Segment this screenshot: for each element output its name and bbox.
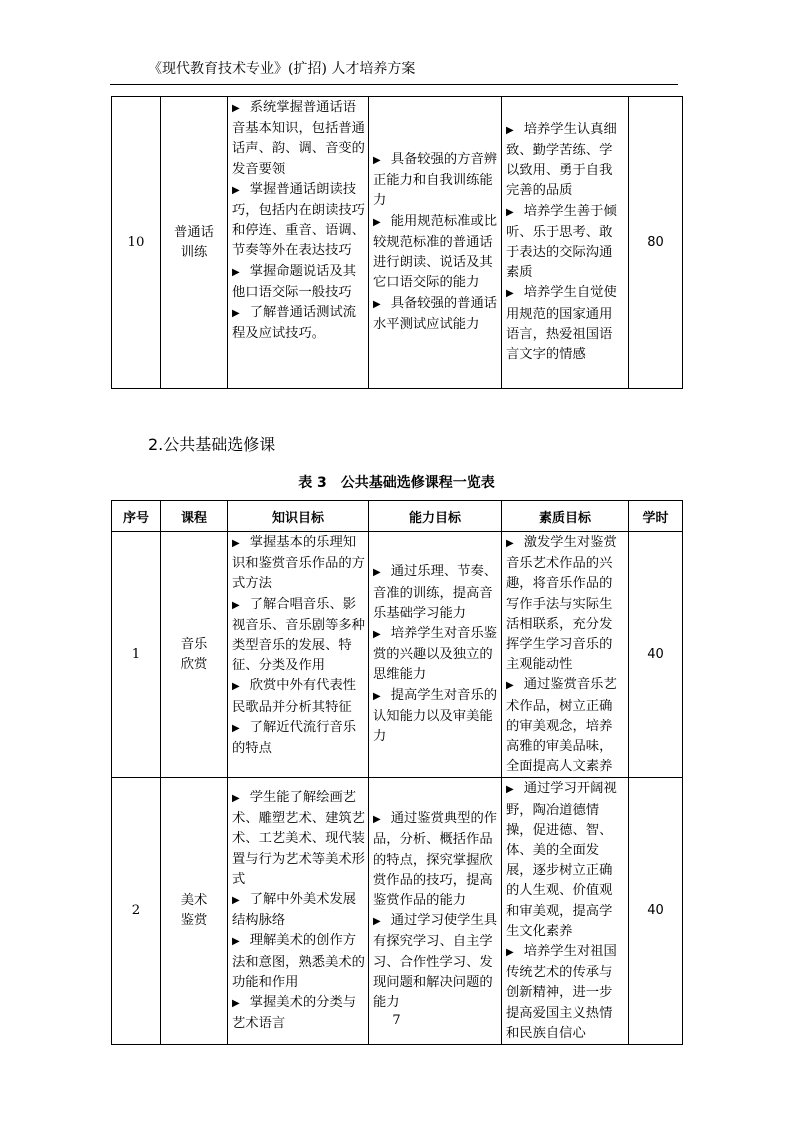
bullet-text: 掌握普通话朗读技巧，包括内在朗读技巧和停连、重音、语调、节奏等外在表达技巧 xyxy=(232,181,365,259)
course-name-line: 普通话 xyxy=(174,224,214,240)
bullet-item xyxy=(506,283,625,365)
bullet-item xyxy=(373,809,498,911)
bullet-text: 培养学生善于倾听、乐于思考、敢于表达的交际沟通素质 xyxy=(506,203,617,281)
bullet-text: 通过鉴赏音乐艺术作品，树立正确的审美观念，培养高雅的审美品味，全面提高人文素养 xyxy=(506,677,617,775)
hours: 40 xyxy=(629,778,683,1045)
header-knowledge: 知识目标 xyxy=(228,501,369,532)
bullet-item xyxy=(232,262,365,303)
header-hours: 学时 xyxy=(629,501,683,532)
bullet-arrow-icon: ▶ xyxy=(373,567,381,579)
course-name-line: 欣赏 xyxy=(180,656,208,672)
course-name xyxy=(161,532,228,778)
bullet-arrow-icon: ▶ xyxy=(506,680,514,692)
bullet-arrow-icon: ▶ xyxy=(506,288,514,300)
bullet-arrow-icon: ▶ xyxy=(373,814,381,826)
bullet-text: 掌握基本的乐理知识和鉴赏音乐作品的方式方法 xyxy=(232,535,365,592)
bullet-item xyxy=(232,718,365,759)
bullet-text: 通过学习使学生具有探究学习、自主学习、合作性学习、发现问题和解决问题的能力 xyxy=(373,913,498,1011)
bullet-item xyxy=(506,779,625,942)
bullet-arrow-icon: ▶ xyxy=(232,936,240,948)
course-name-line: 音乐 xyxy=(180,636,208,652)
bullet-text: 系统掌握普通话语音基本知识，包括普通话声、韵、调、音变的发音要领 xyxy=(232,100,365,177)
bullet-text: 具备较强的方音辨正能力和自我训练能力 xyxy=(373,152,498,209)
knowledge-goals xyxy=(228,532,369,778)
bullet-item xyxy=(506,202,625,284)
bullet-text: 具备较强的普通话水平测试应试能力 xyxy=(373,295,498,332)
bullet-arrow-icon: ▶ xyxy=(506,784,514,796)
row-number: 1 xyxy=(112,532,161,778)
ability-goals xyxy=(369,532,502,778)
quality-goals xyxy=(502,97,629,389)
bullet-arrow-icon: ▶ xyxy=(506,206,514,218)
bullet-item xyxy=(373,150,498,212)
bullet-item xyxy=(232,890,365,931)
bullet-text: 了解普通话测试流程及应试技巧。 xyxy=(232,305,357,342)
bullet-item xyxy=(373,562,498,624)
bullet-item xyxy=(373,624,498,686)
bullet-item xyxy=(373,212,498,294)
bullet-item xyxy=(232,595,365,677)
header-course: 课程 xyxy=(161,501,228,532)
bullet-item xyxy=(373,686,498,748)
bullet-item xyxy=(373,294,498,335)
bullet-item xyxy=(506,942,625,1044)
bullet-arrow-icon: ▶ xyxy=(232,681,240,693)
section-title: 2.公共基础选修课 xyxy=(148,435,276,454)
bullet-item xyxy=(232,303,365,344)
bullet-arrow-icon: ▶ xyxy=(232,599,240,611)
ability-goals xyxy=(369,97,502,389)
hours: 40 xyxy=(629,532,683,778)
bullet-arrow-icon: ▶ xyxy=(373,155,381,167)
knowledge-goals xyxy=(228,97,369,389)
course-name-line: 训练 xyxy=(180,244,208,260)
bullet-arrow-icon: ▶ xyxy=(232,184,240,196)
bullet-arrow-icon: ▶ xyxy=(373,298,381,310)
bullet-arrow-icon: ▶ xyxy=(373,216,381,228)
header-no: 序号 xyxy=(112,501,161,532)
course-name xyxy=(161,778,228,1045)
bullet-text: 通过鉴赏典型的作品，分析、概括作品的特点，探究掌握欣赏作品的技巧，提高鉴赏作品的能力 xyxy=(373,811,498,909)
quality-goals xyxy=(502,532,629,778)
header-rule xyxy=(110,84,678,85)
bullet-text: 提高学生对音乐的认知能力以及审美能力 xyxy=(373,687,498,744)
knowledge-goals xyxy=(228,778,369,1045)
bullet-item xyxy=(232,931,365,993)
bullet-item xyxy=(506,533,625,675)
bullet-text: 欣赏中外有代表性民歌品并分析其特征 xyxy=(232,678,357,715)
bullet-text: 培养学生对祖国传统艺术的传承与创新精神，进一步提高爱国主义热情和民族自信心 xyxy=(506,944,617,1041)
bullet-arrow-icon: ▶ xyxy=(506,947,514,959)
page-number: 7 xyxy=(392,1013,401,1028)
header-quality: 素质目标 xyxy=(502,501,629,532)
quality-goals xyxy=(502,778,629,1045)
course-name xyxy=(161,97,228,389)
bullet-arrow-icon: ▶ xyxy=(232,103,240,114)
bullet-arrow-icon: ▶ xyxy=(506,538,514,549)
bullet-arrow-icon: ▶ xyxy=(373,628,381,640)
bullet-arrow-icon: ▶ xyxy=(232,998,240,1010)
bullet-arrow-icon: ▶ xyxy=(232,722,240,734)
table-header-row xyxy=(112,501,683,532)
table-row xyxy=(112,778,683,1045)
ability-goals xyxy=(369,778,502,1045)
bullet-text: 能用规范标准或比较规范标准的普通话进行朗读、说话及其它口语交际的能力 xyxy=(373,213,498,291)
bullet-text: 通过学习开阔视野，陶冶道德情操，促进德、智、体、美的全面发展，逐步树立正确的人生观、价值观和审美观，提高学生文化素养 xyxy=(506,781,617,939)
header-ability: 能力目标 xyxy=(369,501,502,532)
bullet-item xyxy=(232,98,365,180)
bullet-item xyxy=(506,120,625,202)
bullet-text: 了解合唱音乐、影视音乐、音乐剧等多种类型音乐的发展、特征、分类及作用 xyxy=(232,596,365,674)
bullet-arrow-icon: ▶ xyxy=(232,538,240,549)
bullet-text: 培养学生自觉使用规范的国家通用语言，热爱祖国语言文字的情感 xyxy=(506,285,617,363)
bullet-text: 了解近代流行音乐的特点 xyxy=(232,719,357,757)
bullet-item xyxy=(232,676,365,717)
bullet-text: 了解中外美术发展结构脉络 xyxy=(232,892,357,929)
bullet-text: 通过乐理、节奏、音准的训练，提高音乐基础学习能力 xyxy=(373,564,498,621)
row-number: 10 xyxy=(112,97,161,389)
bullet-text: 掌握美术的分类与艺术语言 xyxy=(232,995,357,1032)
bullet-text: 培养学生对音乐鉴赏的兴趣以及独立的思维能力 xyxy=(373,625,498,683)
row-number: 2 xyxy=(112,778,161,1045)
bullet-arrow-icon: ▶ xyxy=(232,266,240,278)
bullet-text: 培养学生认真细致、勤学苦练、学以致用、勇于自我完善的品质 xyxy=(506,121,617,199)
bullet-text: 激发学生对鉴赏音乐艺术作品的兴趣，将音乐作品的写作手法与实际生活相联系，充分发挥学生学习音乐的主观能动性 xyxy=(506,535,617,673)
document-header: 《现代教育技术专业》(扩招) 人才培养方案 xyxy=(148,61,416,77)
table-row xyxy=(112,97,683,389)
elective-course-table xyxy=(111,500,683,1045)
bullet-arrow-icon: ▶ xyxy=(232,895,240,907)
bullet-arrow-icon: ▶ xyxy=(373,916,381,928)
bullet-text: 掌握命题说话及其他口语交际一般技巧 xyxy=(232,263,357,300)
table-caption: 表 3 公共基础选修课程一览表 xyxy=(298,475,495,491)
course-name-line: 美术 xyxy=(180,893,208,909)
bullet-text: 理解美术的创作方法和意图，熟悉美术的功能和作用 xyxy=(232,933,365,990)
bullet-arrow-icon: ▶ xyxy=(232,793,240,805)
bullet-arrow-icon: ▶ xyxy=(506,124,514,136)
bullet-item xyxy=(232,788,365,890)
course-name-line: 鉴赏 xyxy=(180,913,208,929)
continued-course-table xyxy=(111,96,683,389)
hours: 80 xyxy=(629,97,683,389)
table-row xyxy=(112,532,683,778)
bullet-text: 学生能了解绘画艺术、雕塑艺术、建筑艺术、工艺美术、现代装置与行为艺术等美术形式 xyxy=(232,790,365,887)
bullet-arrow-icon: ▶ xyxy=(232,308,240,320)
bullet-item xyxy=(232,180,365,262)
bullet-item xyxy=(373,911,498,1013)
bullet-item xyxy=(232,533,365,595)
bullet-item xyxy=(506,675,625,777)
bullet-arrow-icon: ▶ xyxy=(373,690,381,702)
